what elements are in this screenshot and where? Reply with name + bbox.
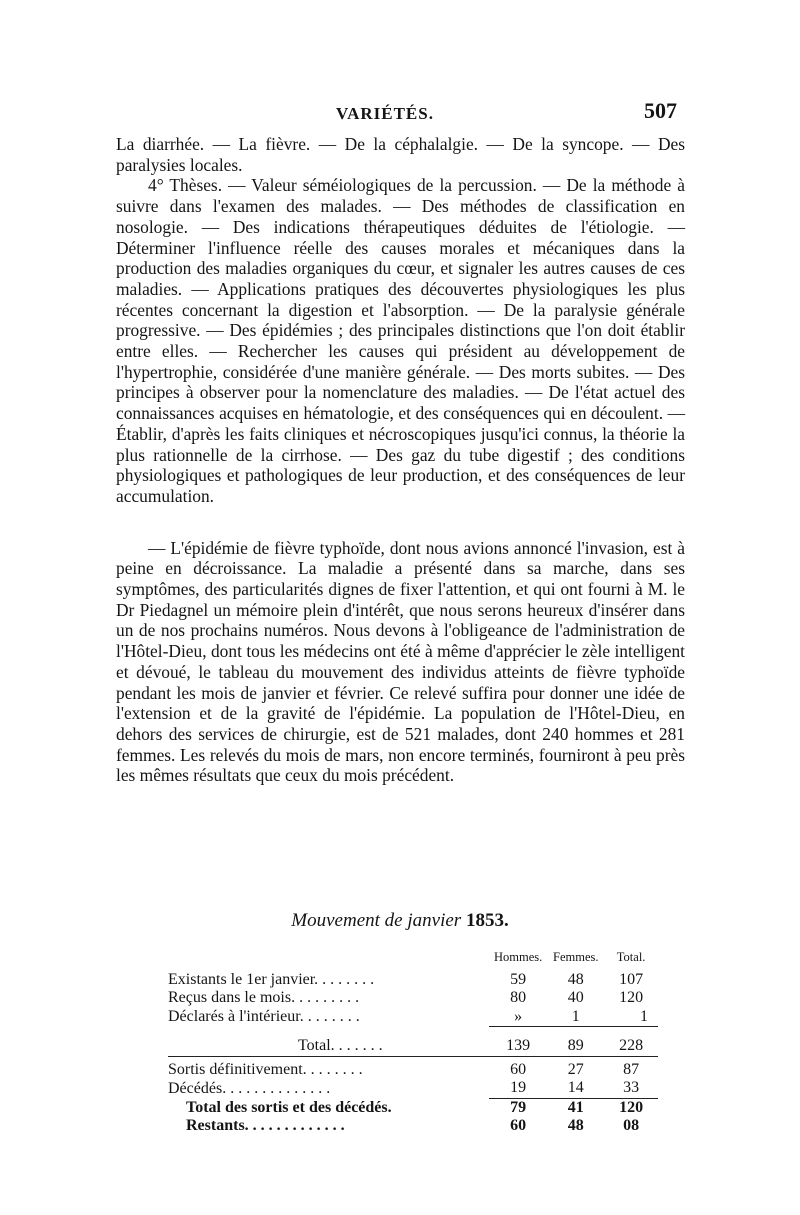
cell-femmes: 48 xyxy=(567,970,584,988)
page-header xyxy=(0,98,800,128)
cell-femmes: 14 xyxy=(547,1079,604,1098)
row-label: Déclarés à l'intérieur. . . . . . . . xyxy=(168,1008,360,1025)
table-row xyxy=(168,971,658,990)
page-number: 507 xyxy=(644,98,677,123)
cell-hommes: 80 xyxy=(510,989,527,1006)
column-header-hommes: Hommes. xyxy=(494,950,543,964)
cell-hommes: 79 xyxy=(510,1098,527,1116)
row-label: Existants le 1er janvier. . . . . . . . xyxy=(168,970,375,988)
table-summary-row xyxy=(168,1117,658,1136)
cell-hommes: 59 xyxy=(510,970,527,988)
table-total-row xyxy=(168,1037,658,1056)
cell-total: 87 xyxy=(623,1060,640,1078)
column-header-femmes: Femmes. xyxy=(553,950,599,964)
cell-femmes: 41 xyxy=(567,1098,584,1116)
table-spacer xyxy=(168,1027,658,1038)
paragraph-gap xyxy=(116,507,685,538)
table-row xyxy=(168,989,658,1008)
table-row xyxy=(168,1079,658,1098)
row-label: Restants. . . . . . . . . . . . . xyxy=(186,1117,345,1134)
row-label: Reçus dans le mois. . . . . . . . . xyxy=(168,989,360,1006)
table-summary-row xyxy=(168,1098,658,1117)
cell-total: 33 xyxy=(604,1079,658,1098)
table-title xyxy=(0,910,800,932)
paragraph-theses: 4° Thèses. — Valeur séméiologiques de la percussion. — De la méthode à suivre dans l'examen des malades. — Des méthodes de classification en nosologie. — Des indications thérapeutiques déduites de l'étiologie. — Déterminer l'influence réelle des causes morales et mécaniques dans la production des maladies organiques du cœur, et signaler les autres causes de ces maladies. — Applications pratiques des découvertes physiologiques les plus récentes concernant la digestion et l'absorption. — De la paralysie générale progressive. — Des épidémies ; des principales distinctions que l'on doit établir entre elles. — Rechercher les causes qui président au développement de l'hypertrophie, considérée d'une manière générale. — Des morts subites. — Des principes à observer pour la nomenclature des maladies. — De l'état actuel des connaissances acquises en hématologie, et des conséquences qui en découlent. — Établir, d'après les faits cliniques et nécroscopiques jusqu'ici connus, la théorie la plus rationnelle de la cirrhose. — Des gaz du tube digestif ; des conditions physiologiques et pathologiques de leur production, et des conséquences de leur accumulation. xyxy=(116,175,685,506)
row-label: Décédés. . . . . . . . . . . . . . xyxy=(168,1079,331,1097)
paragraph-epidemic: — L'épidémie de fièvre typhoïde, dont nous avions annoncé l'invasion, est à peine en décroissance. La maladie a présenté dans sa marche, dans ses symptômes, des particularités dignes de fixer l'attention, et qui ont fourni à M. le Dr Piedagnel un mémoire plein d'intérêt, que nous serons heureux d'insérer dans un de nos prochains numéros. Nous devons à l'obligeance de l'administration de l'Hôtel-Dieu, dont tous les médecins ont été à même d'apprécier le zèle intelligent et dévoué, le tableau du mouvement des individus atteints de fièvre typhoïde pendant les mois de janvier et février. Ce relevé suffira pour donner une idée de l'extension et de la gravité de l'épidémie. La population de l'Hôtel-Dieu, en dehors des services de chirurgie, est de 521 malades, dont 240 hommes et 281 femmes. Les relevés du mois de mars, non encore terminés, fourniront à peu près les mêmes résultats que ceux du mois précédent. xyxy=(116,537,685,786)
cell-hommes: 60 xyxy=(510,1060,527,1078)
cell-hommes: 139 xyxy=(506,1037,531,1054)
total-label: Total. . . . . . . xyxy=(298,1037,383,1054)
paragraph-1: La diarrhée. — La fièvre. — De la céphalalgie. — De la syncope. — Des paralysies locales. xyxy=(116,134,685,175)
cell-femmes: 48 xyxy=(567,1117,584,1134)
table-header-row xyxy=(168,948,658,971)
table-row xyxy=(168,1061,658,1080)
body-text xyxy=(116,134,685,786)
cell-total: 107 xyxy=(619,970,644,988)
column-header-total: Total. xyxy=(616,950,646,964)
movement-table xyxy=(168,948,658,1136)
running-title: VARIÉTÉS. xyxy=(336,104,434,123)
cell-femmes: 89 xyxy=(567,1037,584,1054)
row-label: Sortis définitivement. . . . . . . . xyxy=(168,1060,363,1078)
cell-total: 08 xyxy=(623,1117,640,1134)
cell-total: 120 xyxy=(619,989,644,1006)
cell-hommes: 19 xyxy=(489,1079,547,1098)
cell-hommes: 60 xyxy=(510,1117,527,1134)
table-row xyxy=(168,1008,658,1027)
cell-hommes: » xyxy=(489,1008,547,1027)
cell-total: 228 xyxy=(619,1037,644,1054)
row-label: Total des sortis et des décédés. xyxy=(186,1098,392,1116)
cell-femmes: 27 xyxy=(567,1060,584,1078)
cell-femmes: 40 xyxy=(567,989,584,1006)
header-label-cell xyxy=(168,948,489,971)
cell-femmes: 1 xyxy=(547,1008,604,1027)
cell-total: 120 xyxy=(619,1098,644,1116)
table-title-text: Mouvement de janvier xyxy=(291,910,462,931)
cell-total: 1 xyxy=(604,1008,658,1027)
table-title-year: 1853. xyxy=(465,910,509,931)
